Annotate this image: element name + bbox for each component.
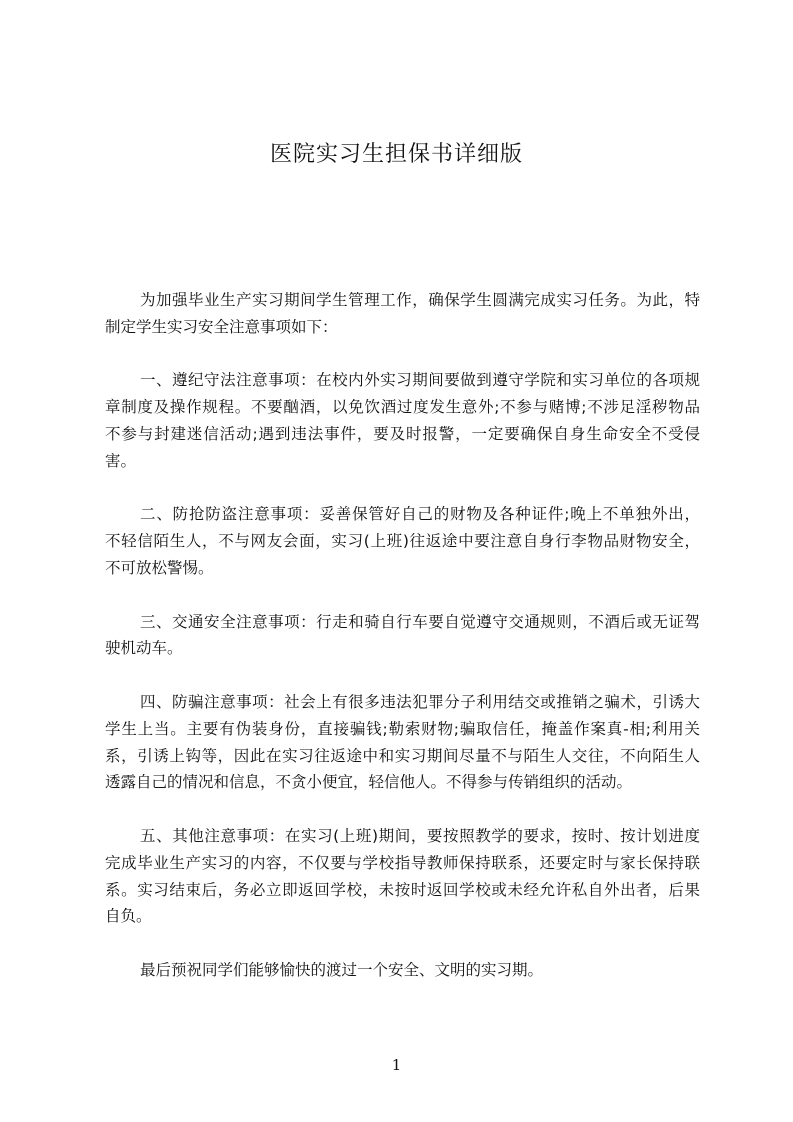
paragraph-line: 四、防骗注意事项：社会上有很多违法犯罪分子利用结交或推销之骗术，引诱大 bbox=[140, 692, 700, 711]
paragraph-traffic-safety bbox=[105, 609, 700, 663]
paragraph-line: 为加强毕业生产实习期间学生管理工作，确保学生圆满完成实习任务。为此，特 bbox=[140, 291, 700, 309]
paragraph-line: 系。实习结束后，务必立即返回学校，未按时返回学校或未经允许私自外出者，后果 bbox=[105, 880, 700, 899]
paragraph-line: 害。 bbox=[105, 451, 137, 470]
paragraph-line: 三、交通安全注意事项：行走和骑自行车要自觉遵守交通规则，不酒后或无证驾 bbox=[140, 612, 700, 631]
paragraph-line: 不参与封建迷信活动;遇到违法事件，要及时报警，一定要确保自身生命安全不受侵 bbox=[105, 424, 700, 443]
paragraph-line: 五、其他注意事项：在实习(上班)期间，要按照教学的要求，按时、按计划进度 bbox=[140, 826, 700, 845]
document-body bbox=[105, 287, 700, 1011]
paragraph-other-matters bbox=[105, 823, 700, 930]
paragraph-line: 不可放松警惕。 bbox=[105, 558, 214, 577]
paragraph-line: 章制度及操作规程。不要酗酒，以免饮酒过度发生意外;不参与赌博;不涉足淫秽物品 bbox=[105, 398, 700, 417]
paragraph-theft-prevention bbox=[105, 501, 700, 581]
paragraph-fraud-prevention bbox=[105, 689, 700, 796]
paragraph-line: 系，引诱上钩等，因此在实习往返途中和实习期间尽量不与陌生人交往，不向陌生人 bbox=[105, 746, 700, 765]
paragraph-line: 驶机动车。 bbox=[105, 639, 183, 658]
document-title: 医院实习生担保书详细版 bbox=[269, 142, 523, 167]
page-number: 1 bbox=[391, 1056, 402, 1074]
paragraph-closing bbox=[105, 957, 700, 984]
paragraph-line: 透露自己的情况和信息，不贪小便宜，轻信他人。不得参与传销组织的活动。 bbox=[105, 773, 633, 792]
paragraph-line: 一、遵纪守法注意事项：在校内外实习期间要做到遵守学院和实习单位的各项规 bbox=[140, 371, 700, 390]
paragraph-law-compliance bbox=[105, 367, 700, 474]
paragraph-line: 学生上当。主要有伪装身份，直接骗钱;勒索财物;骗取信任，掩盖作案真-相;利用关 bbox=[105, 719, 700, 738]
paragraph-line: 二、防抢防盗注意事项：妥善保管好自己的财物及各种证件;晚上不单独外出， bbox=[140, 505, 700, 524]
paragraph-line: 最后预祝同学们能够愉快的渡过一个安全、文明的实习期。 bbox=[140, 960, 544, 979]
paragraph-line: 自负。 bbox=[105, 907, 152, 926]
paragraph-line: 制定学生实习安全注意事项如下： bbox=[105, 317, 338, 336]
paragraph-intro bbox=[105, 287, 700, 341]
paragraph-line: 不轻信陌生人，不与网友会面，实习(上班)往返途中要注意自身行李物品财物安全， bbox=[105, 532, 700, 551]
paragraph-line: 完成毕业生产实习的内容，不仅要与学校指导教师保持联系，还要定时与家长保持联 bbox=[105, 853, 700, 872]
